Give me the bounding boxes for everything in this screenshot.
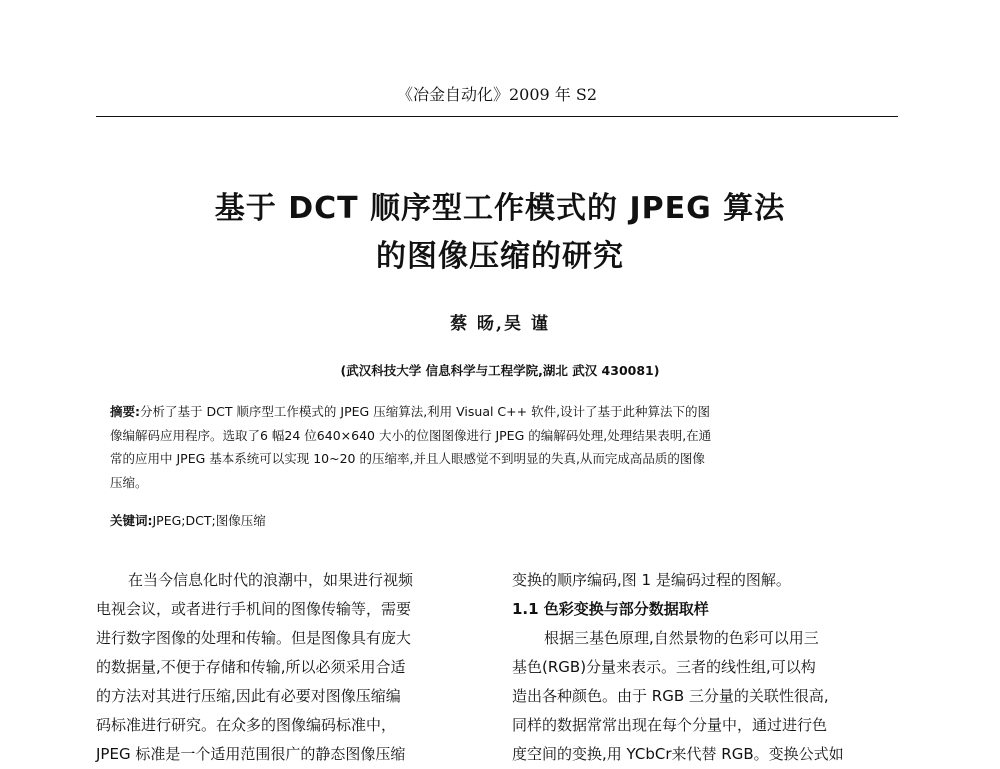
body-line: 基色(RGB)分量来表示。三者的线性组,可以构 bbox=[512, 658, 816, 676]
body-line: 码标准进行研究。在众多的图像编码标准中， bbox=[96, 716, 397, 734]
body-right-column bbox=[512, 566, 898, 769]
keywords bbox=[110, 510, 890, 532]
body-line: 造出各种颜色。由于 RGB 三分量的关联性很高, bbox=[512, 687, 829, 705]
paper-authors: 蔡 旸,吴 谨 bbox=[450, 314, 550, 334]
abstract bbox=[110, 400, 890, 494]
abstract-label: 摘要: bbox=[110, 404, 140, 419]
abstract-line: 常的应用中 JPEG 基本系统可以实现 10~20 的压缩率,并且人眼感觉不到明显的失真,从而完成高品质的图像 bbox=[110, 451, 705, 466]
section-heading: 1.1 色彩变换与部分数据取样 bbox=[512, 600, 709, 618]
keywords-label: 关键词: bbox=[110, 513, 153, 528]
body-line: 进行数字图像的处理和传输。但是图像具有庞大 bbox=[96, 629, 412, 647]
body-line: 的数据量,不便于存储和传输,所以必须采用合适 bbox=[96, 658, 406, 676]
keywords-text: JPEG;DCT;图像压缩 bbox=[152, 513, 266, 528]
abstract-line bbox=[110, 400, 890, 424]
paper-title-line-1: 基于 DCT 顺序型工作模式的 JPEG 算法 bbox=[214, 191, 786, 226]
abstract-line: 压缩。 bbox=[110, 474, 148, 490]
body-line: 变换的顺序编码,图 1 是编码过程的图解。 bbox=[512, 571, 791, 589]
body-line: 同样的数据常常出现在每个分量中，通过进行色 bbox=[512, 716, 828, 734]
body-line: JPEG 标准是一个适用范围很广的静态图像压缩 bbox=[96, 745, 406, 763]
body-line: 度空间的变换,用 YCbCr来代替 RGB。变换公式如 bbox=[512, 745, 844, 763]
author-affiliation: (武汉科技大学 信息科学与工程学院,湖北 武汉 430081) bbox=[340, 363, 660, 378]
abstract-line: 像编解码应用程序。选取了6 幅24 位640×640 大小的位图图像进行 JPEG 的编解码处理,处理结果表明,在通 bbox=[110, 427, 712, 443]
body-line: 在当今信息化时代的浪潮中，如果进行视频 bbox=[128, 571, 414, 589]
paper-title-line-2: 的图像压缩的研究 bbox=[376, 239, 624, 274]
body-line: 电视会议，或者进行手机间的图像传输等，需要 bbox=[96, 600, 412, 618]
body-line: 根据三基色原理,自然景物的色彩可以用三 bbox=[544, 629, 819, 647]
header-rule bbox=[96, 116, 898, 117]
body-line: 的方法对其进行压缩,因此有必要对图像压缩编 bbox=[96, 687, 401, 705]
journal-header: 《冶金自动化》2009 年 S2 bbox=[396, 85, 598, 104]
abstract-text: 分析了基于 DCT 顺序型工作模式的 JPEG 压缩算法,利用 Visual C++ 软件,设计了基于此种算法下的图 bbox=[140, 404, 711, 419]
body-left-column bbox=[96, 566, 482, 769]
